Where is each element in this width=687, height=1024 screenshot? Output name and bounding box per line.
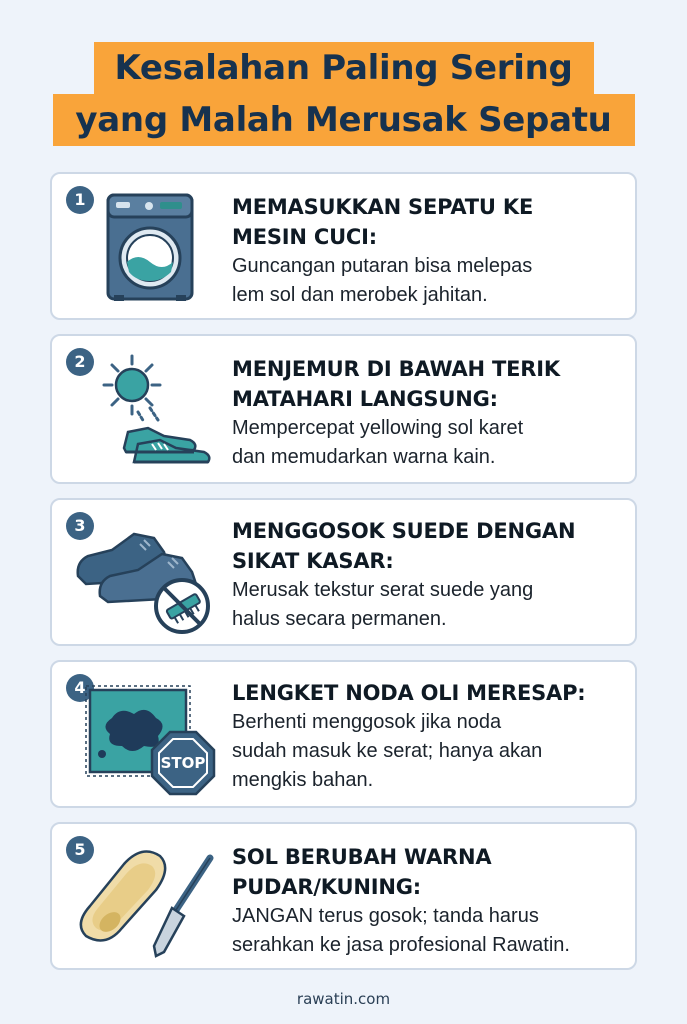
item-description-line-1: Guncangan putaran bisa melepas <box>232 255 533 277</box>
item-heading-line-1: SOL BERUBAH WARNA <box>232 845 492 869</box>
item-heading-line-2: MATAHARI LANGSUNG: <box>232 387 498 411</box>
mistake-card-5 <box>50 822 637 970</box>
item-heading-line-1: LENGKET NODA OLI MERESAP: <box>232 681 586 705</box>
item-description-line-1: JANGAN terus gosok; tanda harus <box>232 905 539 927</box>
item-description-line-1: Berhenti menggosok jika noda <box>232 711 502 733</box>
item-description-line-2: serahkan ke jasa profesional Rawatin. <box>232 934 570 956</box>
item-number-badge: 2 <box>66 348 94 376</box>
item-heading-line-2: SIKAT KASAR: <box>232 549 394 573</box>
item-number-badge: 5 <box>66 836 94 864</box>
title-line-2: yang Malah Merusak Sepatu <box>53 94 635 146</box>
item-description-line-3: mengkis bahan. <box>232 769 374 791</box>
washing-machine-icon <box>72 192 202 304</box>
title-line-1: Kesalahan Paling Sering <box>94 42 594 94</box>
page-title <box>0 42 687 146</box>
item-heading-line-1: MEMASUKKAN SEPATU KE <box>232 195 534 219</box>
suede-shoes-no-brush-icon <box>72 522 222 637</box>
footer-url: rawatin.com <box>296 990 391 1008</box>
mistake-card-4 <box>50 660 637 808</box>
mistake-card-1 <box>50 172 637 320</box>
sun-shoes-icon <box>72 350 222 470</box>
item-description-line-1: Mempercepat yellowing sol karet <box>232 417 524 439</box>
item-description-line-2: halus secara permanen. <box>232 608 447 630</box>
mistake-card-3 <box>50 498 637 646</box>
item-description-line-2: dan memudarkan warna kain. <box>232 446 496 468</box>
item-number-badge: 3 <box>66 512 94 540</box>
item-description-line-2: sudah masuk ke serat; hanya akan <box>232 740 543 762</box>
item-number-badge: 1 <box>66 186 94 214</box>
mistake-card-2 <box>50 334 637 484</box>
item-heading-line-1: MENGGOSOK SUEDE DENGAN <box>232 519 576 543</box>
stop-sign-label: STOP <box>160 754 206 772</box>
item-heading-line-2: MESIN CUCI: <box>232 225 377 249</box>
item-description-line-1: Merusak tekstur serat suede yang <box>232 579 534 601</box>
item-heading-line-1: MENJEMUR DI BAWAH TERIK <box>232 357 560 381</box>
yellowed-sole-scraper-icon <box>72 844 222 962</box>
item-heading-line-2: PUDAR/KUNING: <box>232 875 421 899</box>
item-number-badge: 4 <box>66 674 94 702</box>
item-description-line-2: lem sol dan merobek jahitan. <box>232 284 488 306</box>
oil-stain-stop-icon <box>72 684 222 799</box>
